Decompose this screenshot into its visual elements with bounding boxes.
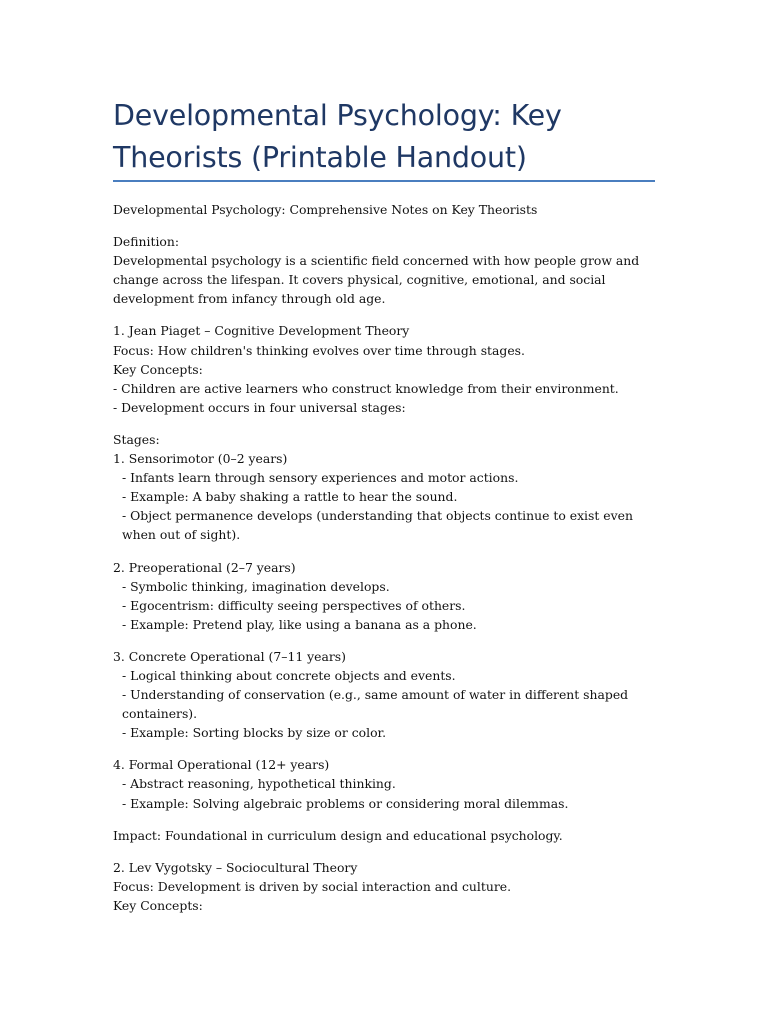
vygotsky-section <box>113 858 658 915</box>
definition-section <box>113 232 658 308</box>
stage-concrete-operational <box>113 647 658 742</box>
stage-point: - Infants learn through sensory experiences and motor actions. <box>122 470 519 486</box>
vygotsky-focus: Focus: Development is driven by social interaction and culture. <box>113 878 512 894</box>
stages-heading: Stages: <box>113 431 160 447</box>
document-body <box>113 200 658 928</box>
stage-point: - Abstract reasoning, hypothetical thinking. <box>122 776 396 792</box>
piaget-impact: Impact: Foundational in curriculum design and educational psychology. <box>113 827 563 843</box>
definition-text: Developmental psychology is a scientific field concerned with how people grow and change across the lifespan. It covers physical, cognitive, emotional, and social development from infancy through old age. <box>113 253 644 307</box>
subtitle: Developmental Psychology: Comprehensive Notes on Key Theorists <box>113 202 538 217</box>
stage-point: - Symbolic thinking, imagination develops. <box>122 578 390 594</box>
stage-point: - Example: Sorting blocks by size or color. <box>122 725 387 741</box>
piaget-focus: Focus: How children's thinking evolves over time through stages. <box>113 342 525 358</box>
stage-point: - Logical thinking about concrete objects and events. <box>122 667 456 683</box>
stage-title: 3. Concrete Operational (7–11 years) <box>113 648 346 664</box>
stage-sensorimotor <box>113 430 658 545</box>
document-title: Developmental Psychology: Key Theorists (Printable Handout) <box>113 99 562 174</box>
stage-preoperational <box>113 558 658 634</box>
stage-point: - Egocentrism: difficulty seeing perspectives of others. <box>122 597 466 613</box>
stage-point: - Object permanence develops (understanding that objects continue to exist even when out of sight). <box>122 508 637 543</box>
vygotsky-key-concepts: Key Concepts: <box>113 897 203 913</box>
stage-title: 1. Sensorimotor (0–2 years) <box>113 451 288 467</box>
stage-title: 2. Preoperational (2–7 years) <box>113 559 296 575</box>
stage-formal-operational <box>113 755 658 812</box>
piaget-heading: 1. Jean Piaget – Cognitive Development Theory <box>113 323 410 339</box>
piaget-key-concepts: Key Concepts: <box>113 361 203 377</box>
definition-heading: Definition: <box>113 234 180 250</box>
piaget-section <box>113 321 658 416</box>
stage-point: - Example: Pretend play, like using a banana as a phone. <box>122 616 477 632</box>
stage-point: - Example: A baby shaking a rattle to hear the sound. <box>122 489 458 505</box>
stage-point: - Example: Solving algebraic problems or considering moral dilemmas. <box>122 795 569 811</box>
piaget-concept: - Development occurs in four universal stages: <box>113 399 406 415</box>
piaget-concept: - Children are active learners who construct knowledge from their environment. <box>113 380 619 396</box>
title-underline <box>113 180 655 182</box>
vygotsky-heading: 2. Lev Vygotsky – Sociocultural Theory <box>113 859 358 875</box>
stage-point: - Understanding of conservation (e.g., same amount of water in different shaped containers). <box>122 687 633 722</box>
stage-title: 4. Formal Operational (12+ years) <box>113 757 330 773</box>
